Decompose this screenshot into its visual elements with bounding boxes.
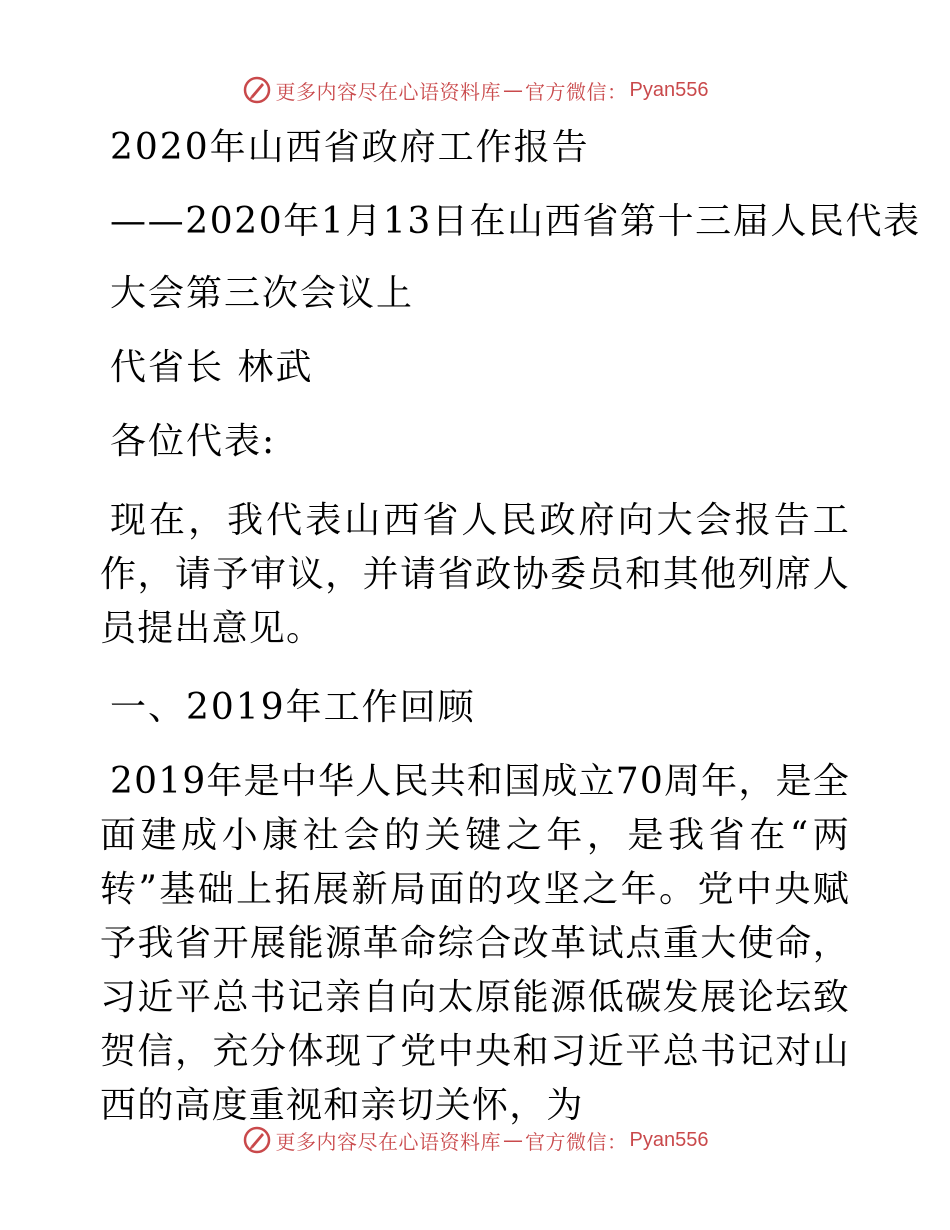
watermark-text: 更多内容尽在心语资料库 <box>275 79 502 104</box>
watermark-label: 官方微信： <box>525 1129 628 1154</box>
salutation: 各位代表: <box>110 421 277 462</box>
watermark-header <box>0 70 950 110</box>
watermark-id: Pyan556 <box>629 78 709 101</box>
section-heading: 一、2019年工作回顾 <box>110 687 476 728</box>
watermark-separator: — <box>503 1128 524 1152</box>
quill-logo-icon <box>242 1125 272 1155</box>
watermark-separator: — <box>503 78 524 102</box>
watermark-footer <box>0 1120 950 1160</box>
document-title: 2020年山西省政府工作报告 <box>110 127 590 168</box>
watermark-id: Pyan556 <box>629 1128 709 1151</box>
quill-logo-icon <box>242 75 272 105</box>
document-subtitle-line-1: ——2020年1月13日在山西省第十三届人民代表 <box>110 201 921 242</box>
document-subtitle-line-2: 大会第三次会议上 <box>110 273 415 314</box>
watermark-text: 更多内容尽在心语资料库 <box>275 1129 502 1154</box>
speaker-line: 代省长 林武 <box>110 347 314 388</box>
watermark-label: 官方微信： <box>525 79 628 104</box>
body-paragraph: 2019年是中华人民共和国成立70周年，是全面建成小康社会的关键之年，是我省在“两转”基础上拓展新局面的攻坚之年。党中央赋予我省开展能源革命综合改革试点重大使命，习近平总书记亲自向太原能源低碳发展论坛致贺信，充分体现了党中央和习近平总书记对山西的高度重视和亲切关怀，为 <box>100 761 850 1126</box>
intro-paragraph: 现在，我代表山西省人民政府向大会报告工作，请予审议，并请省政协委员和其他列席人员提出意见。 <box>100 500 850 649</box>
